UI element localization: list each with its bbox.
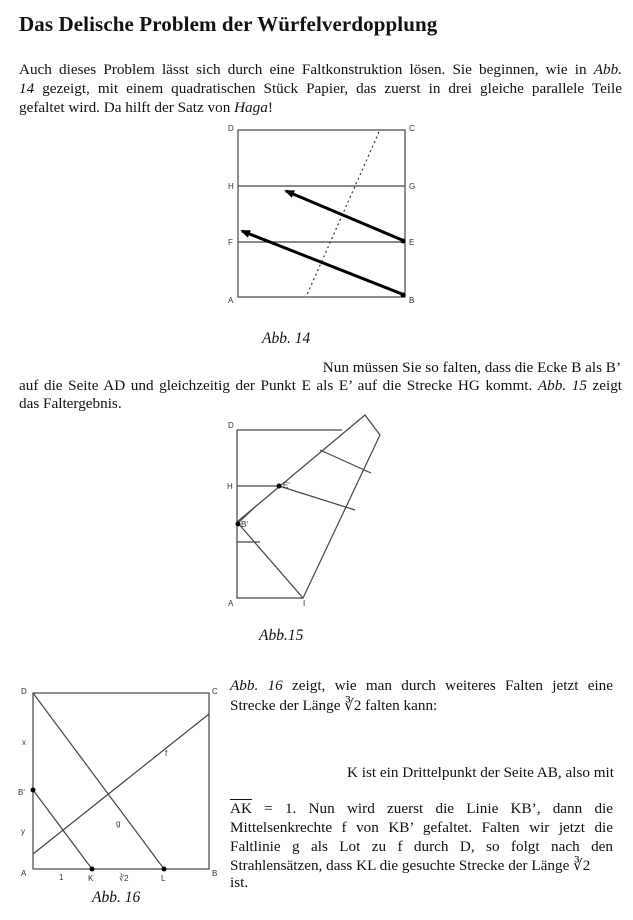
para3-line-8: ist. (230, 874, 249, 891)
label-i: I (303, 599, 306, 608)
para3-line-5: Mittelsenkrechte f von KB’ gefaltet. Falten wir jetzt die (230, 819, 613, 836)
label-x: x (22, 738, 26, 747)
label-e-prime: E' (283, 481, 290, 490)
label-a: A (228, 296, 234, 305)
label-c: C (409, 124, 415, 133)
point-e-prime (277, 484, 282, 489)
point-e (401, 239, 406, 244)
intro-line-3: gefaltet wird. Da hilft der Satz von Haga! (19, 99, 273, 116)
point-b (401, 293, 406, 298)
label-f: f (165, 749, 168, 758)
fold-line-f (33, 714, 209, 854)
cube-root-two-b: ∛2 (573, 858, 591, 874)
caption-abb-14: Abb. 14 (262, 330, 311, 347)
para3-line-4: $\overline{AK} = 1$. Nun wird zuerst die Linie KB’, dann die (230, 800, 614, 817)
fold-line-g (33, 693, 164, 869)
para3-line-7: Strahlensätzen, dass KL die gesuchte Strecke der Länge ∛2 (230, 857, 591, 874)
label-e: E (409, 238, 415, 247)
para3-line-6: Faltlinie g als Lot zu f durch D, so folgt nach den (230, 838, 613, 855)
label-d: D (228, 421, 234, 430)
point-b-prime (31, 788, 36, 793)
label-g: G (409, 182, 416, 191)
label-d: D (21, 687, 27, 696)
para3-line-1: Abb. 16 zeigt, wie man durch weiteres Falten jetzt eine (230, 677, 614, 694)
page-title: Das Delische Problem der Würfelverdopplung (19, 12, 438, 36)
figure-15 (220, 412, 390, 612)
para2-line-2: auf die Seite AD und gleichzeitig der Punkt E als E’ auf die Strecke HG kommt. Abb. 15 zeigt (19, 377, 623, 394)
para2-line-3: das Faltergebnis. (19, 395, 122, 412)
label-h: H (228, 182, 234, 191)
figure-16 (10, 683, 225, 883)
label-a: A (228, 599, 234, 608)
label-c: C (212, 687, 218, 696)
intro-line-1: Auch dieses Problem lässt sich durch eine Faltkonstruktion lösen. Sie beginnen, wie in Abb. (19, 61, 622, 78)
point-b-prime (236, 522, 241, 527)
cube-root-two: ∛2 (344, 698, 362, 714)
intro-line-2: 14 gezeigt, mit einem quadratischen Stück Papier, das zuerst in drei gleiche parallele Teile (19, 80, 622, 97)
label-b-prime: B' (241, 520, 248, 529)
arrow-b-to-edge (242, 231, 402, 294)
inner-fold-1 (279, 486, 355, 510)
label-k: K (88, 874, 94, 883)
label-b: B (409, 296, 415, 305)
para3-line-2: Strecke der Länge ∛2 falten kann: (230, 697, 438, 714)
label-y: y (21, 827, 25, 836)
arrow-e-to-hg (286, 191, 402, 240)
label-cube-root-two: ∛2 (119, 874, 129, 883)
label-l: L (161, 874, 166, 883)
label-b: B (212, 869, 218, 878)
label-h: H (227, 482, 233, 491)
label-one: 1 (59, 873, 64, 882)
label-d: D (228, 124, 234, 133)
square-outline (33, 693, 209, 869)
para3-line-3: K ist ein Drittelpunkt der Seite AB, also mit (346, 764, 614, 781)
caption-abb-15: Abb.15 (259, 627, 304, 644)
label-g: g (116, 819, 121, 828)
square-outline (238, 130, 405, 297)
line-kb-prime (33, 790, 92, 869)
point-k (90, 867, 95, 872)
inner-fold-2 (320, 450, 371, 473)
figure-14 (220, 120, 430, 315)
segment-ak: $\overline{AK}$ (230, 800, 252, 817)
folded-flap (237, 415, 380, 598)
caption-abb-16: Abb. 16 (92, 889, 141, 906)
label-b-prime: B' (18, 788, 25, 797)
para2-line-1: Nun müssen Sie so falten, dass die Ecke B als B’ (322, 359, 621, 376)
label-a: A (21, 869, 27, 878)
point-l (162, 867, 167, 872)
label-f: F (228, 238, 233, 247)
